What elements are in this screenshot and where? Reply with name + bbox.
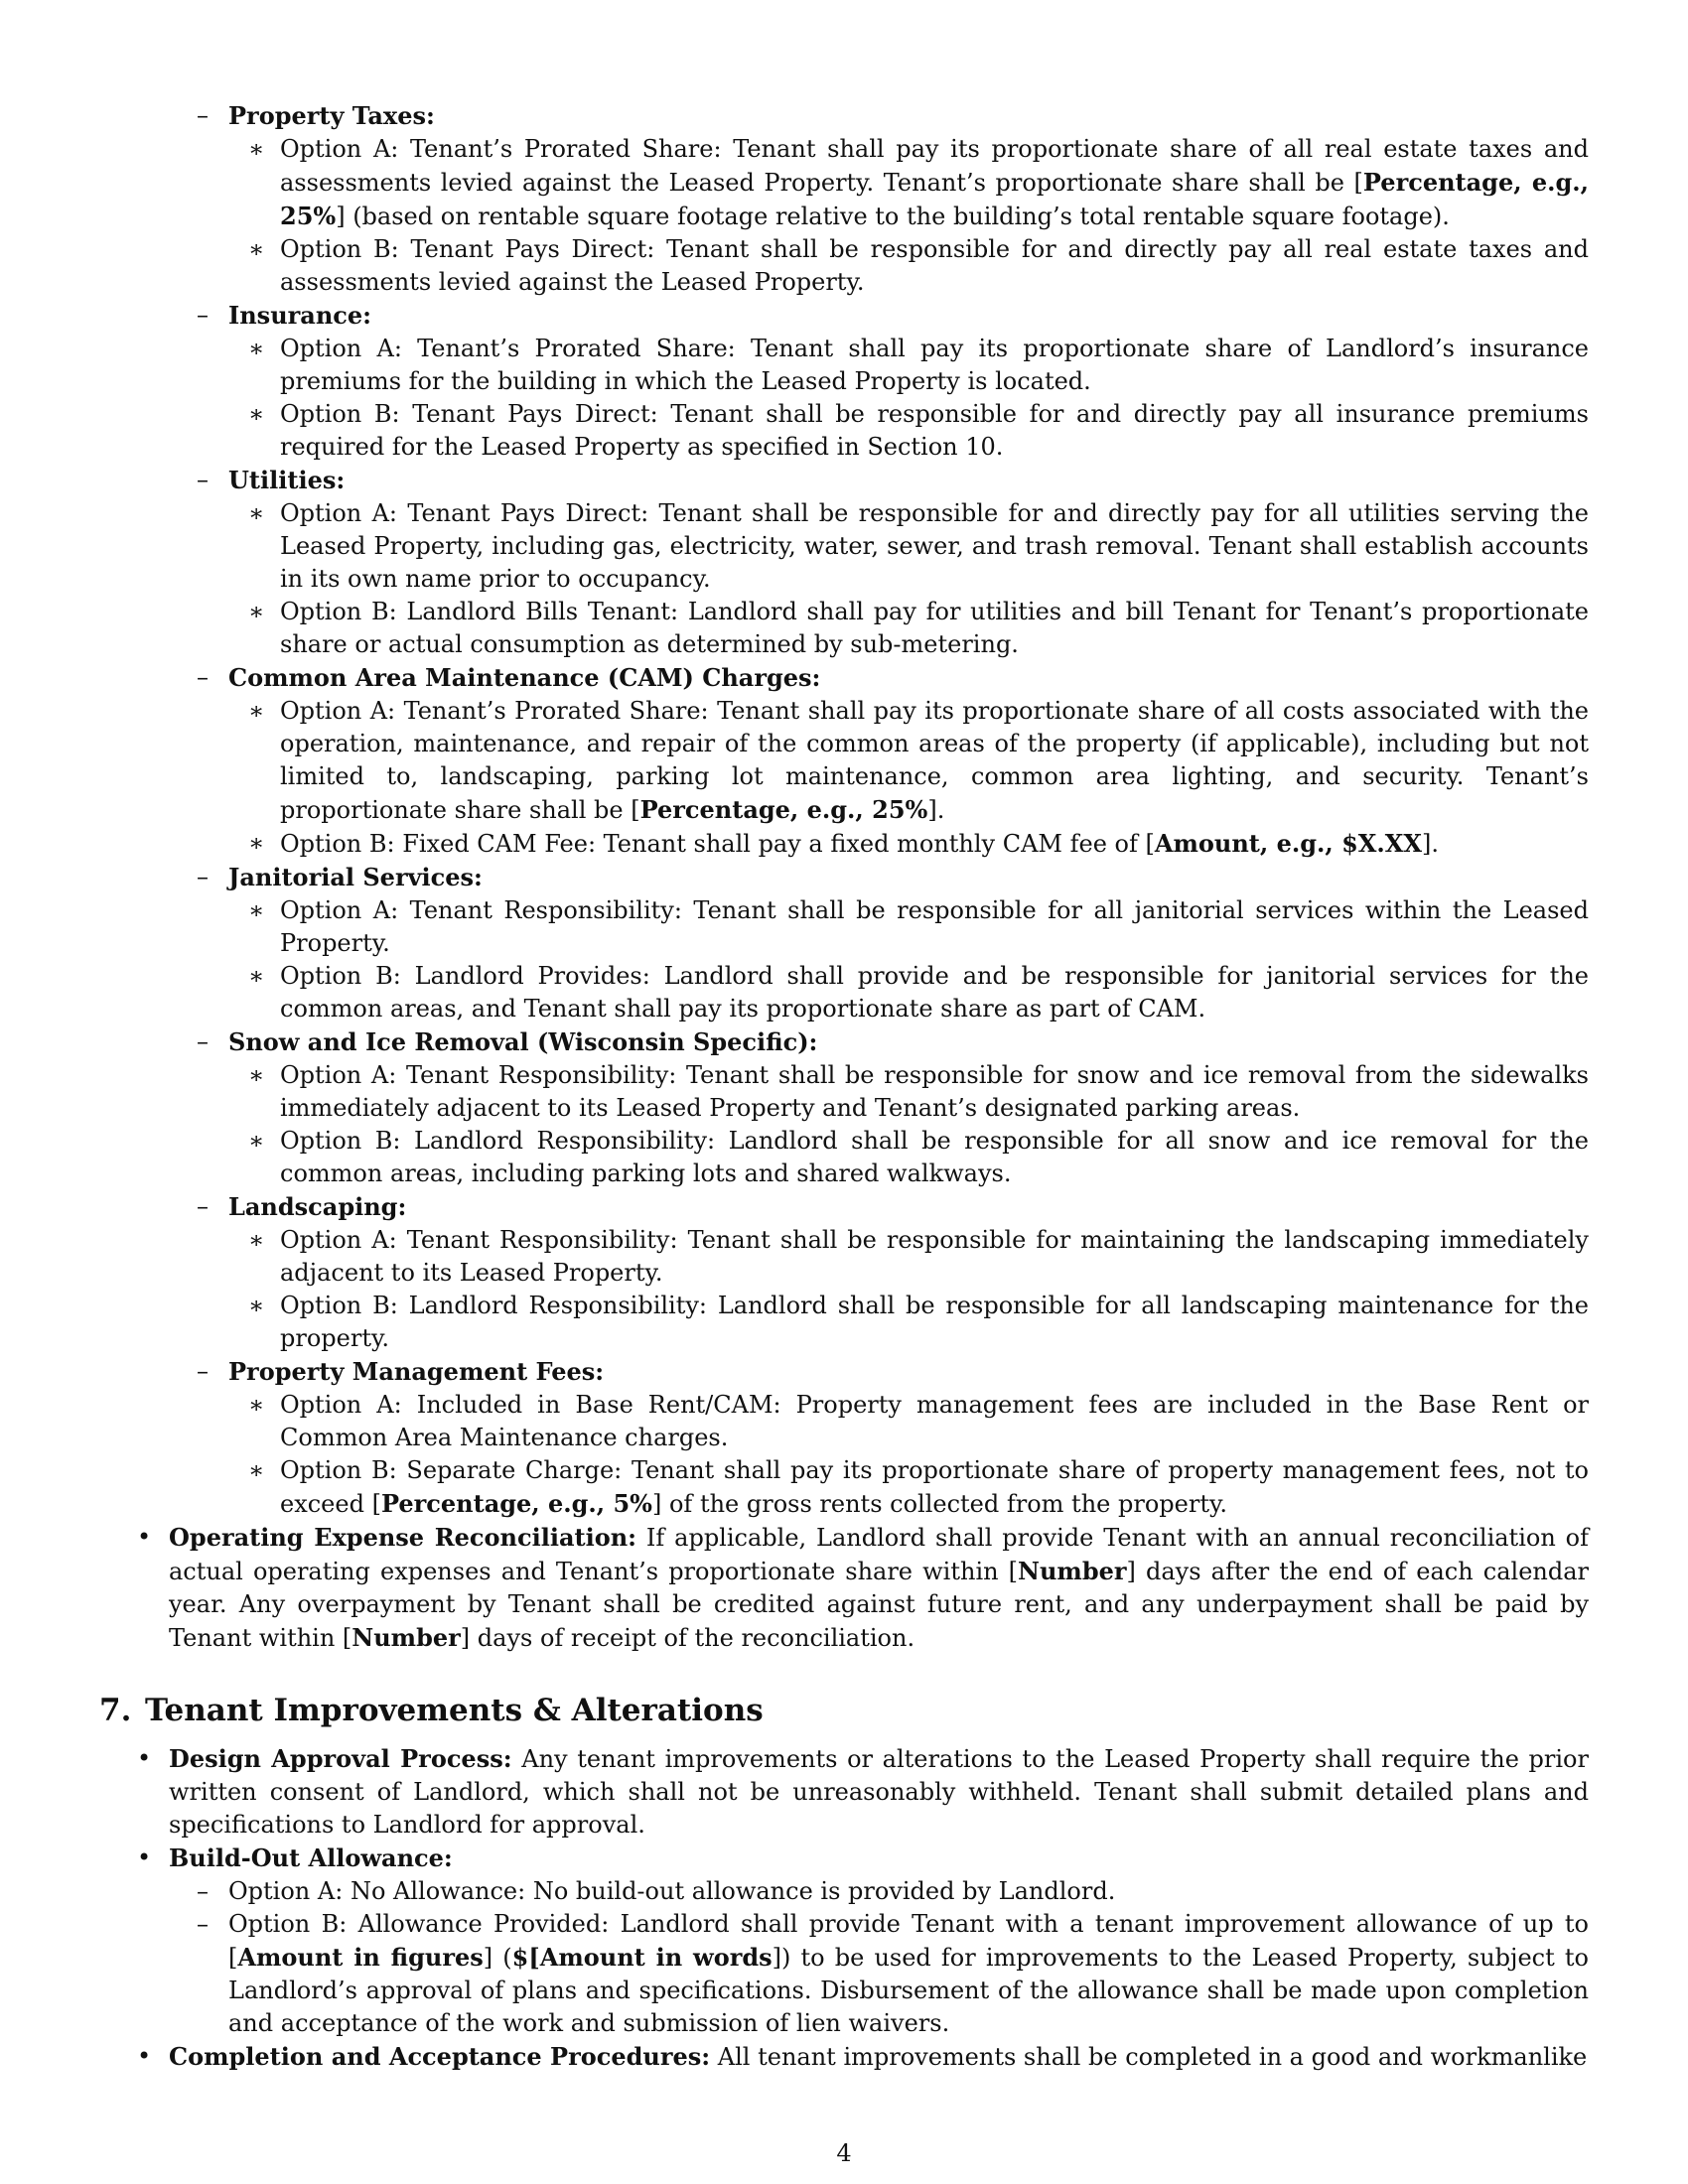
text-run: Option A: Tenant’s Prorated Share: Tenant shall pay its proportionate share of all real estate taxes and assessments levied against the Leased Property. Tenant’s proportionate share shall be [ — [280, 135, 1589, 197]
expense-category — [99, 1025, 1589, 1059]
dash-marker: – — [197, 663, 209, 691]
option-item — [99, 1389, 1589, 1454]
expense-category — [99, 299, 1589, 333]
option-item — [99, 960, 1589, 1025]
text-run: Option B: Landlord Bills Tenant: Landlord shall pay for utilities and bill Tenant for Tenant’s proportionate share or actual consumption as determined by sub-metering. — [280, 598, 1589, 658]
dash-marker: – — [197, 1877, 209, 1905]
category-heading: Insurance: — [228, 301, 372, 330]
star-marker: ∗ — [248, 896, 265, 924]
bold-text: Design Approval Process: — [169, 1744, 512, 1773]
star-marker: ∗ — [248, 1292, 265, 1319]
option-item — [99, 894, 1589, 960]
text-run: Option B: Landlord Responsibility: Landlord shall be responsible for all landscaping maintenance for the property. — [280, 1292, 1589, 1352]
bold-text: Completion and Acceptance Procedures: — [169, 2042, 711, 2071]
page-content — [99, 99, 1589, 2074]
expense-category — [99, 464, 1589, 497]
reconciliation-paragraph — [169, 1524, 1589, 1652]
bullet-marker: • — [137, 1744, 152, 1772]
text-run: ]. — [927, 796, 945, 824]
text-run: Option A: Tenant Responsibility: Tenant shall be responsible for maintaining the landscaping immediately adjacent to its Leased Property. — [280, 1226, 1589, 1287]
star-marker: ∗ — [248, 499, 265, 527]
star-marker: ∗ — [248, 598, 265, 625]
list-item — [99, 2040, 1589, 2074]
option-item — [99, 233, 1589, 299]
text-run: Option B: Separate Charge: Tenant shall pay its proportionate share of property management fees, not to exceed [ — [280, 1456, 1589, 1518]
option-item — [99, 1290, 1589, 1355]
option-item — [99, 1125, 1589, 1190]
star-marker: ∗ — [248, 1127, 265, 1155]
text-run: ] days of receipt of the reconciliation. — [460, 1624, 915, 1652]
category-heading: Utilities: — [228, 466, 346, 494]
text-run: Option B: Tenant Pays Direct: Tenant shall be responsible for and directly pay all real estate taxes and assessments levied against the Leased Property. — [280, 235, 1589, 296]
bullet-marker: • — [137, 1523, 152, 1551]
bold-text: Operating Expense Reconciliation: — [169, 1523, 637, 1552]
option-item — [99, 1224, 1589, 1290]
text-run: Option B: Landlord Responsibility: Landlord shall be responsible for all snow and ice removal for the common areas, including parking lots and shared walkways. — [280, 1127, 1589, 1187]
text-run: ] ( — [483, 1944, 512, 1972]
dash-marker: – — [197, 1192, 209, 1220]
category-heading: Snow and Ice Removal (Wisconsin Specific): — [228, 1027, 818, 1056]
sub-option-item — [99, 1908, 1589, 2040]
text-run: ]) to be used for improvements to the Leased Property, subject to Landlord’s approval of plans and specifications. Disbursement of the allowance shall be made upon completion and acceptance of the work and submission of lien waivers. — [228, 1944, 1590, 2037]
bold-text: Amount, e.g., $X.XX — [1154, 829, 1422, 858]
option-list — [99, 497, 1589, 661]
option-list — [99, 1059, 1589, 1190]
section-7-list — [99, 1742, 1589, 2074]
option-item — [99, 497, 1589, 596]
expense-category — [99, 1355, 1589, 1389]
category-heading: Janitorial Services: — [228, 863, 483, 891]
text-run: Option B: Allowance Provided: Landlord shall provide Tenant with a tenant improvement allowance of up to [ — [228, 1910, 1589, 1972]
text-run: Option A: Tenant Responsibility: Tenant shall be responsible for all janitorial services within the Leased Property. — [280, 896, 1589, 957]
option-item — [99, 133, 1589, 233]
sub-option-list — [99, 1875, 1589, 2040]
star-marker: ∗ — [248, 335, 265, 362]
list-item — [99, 1842, 1589, 1875]
text-run: Option A: Tenant Responsibility: Tenant shall be responsible for snow and ice removal from the sidewalks immediately adjacent to its Leased Property and Tenant’s designated parking areas. — [280, 1061, 1589, 1122]
option-list — [99, 894, 1589, 1025]
text-run: If applicable, Landlord shall provide Tenant with an annual reconciliation of actual operating expenses and Tenant’s proportionate share within [ — [169, 1524, 1589, 1585]
bold-text: Percentage, e.g., 25% — [280, 168, 1590, 230]
text-run: Option A: No Allowance: No build-out allowance is provided by Landlord. — [228, 1877, 1116, 1905]
text-run: ]. — [1421, 830, 1439, 858]
text-run: All tenant improvements shall be completed in a good and workmanlike — [710, 2043, 1588, 2071]
text-run: ] of the gross rents collected from the property. — [651, 1490, 1227, 1518]
option-item — [99, 827, 1589, 861]
operating-expense-categories — [99, 99, 1589, 1521]
text-run: Option A: Included in Base Rent/CAM: Property management fees are included in the Base Rent or Common Area Maintenance charges. — [280, 1391, 1589, 1451]
option-item — [99, 333, 1589, 398]
dash-marker: – — [197, 1910, 209, 1938]
list-item — [99, 1521, 1589, 1655]
option-item — [99, 596, 1589, 661]
option-list — [99, 1389, 1589, 1521]
star-marker: ∗ — [248, 235, 265, 263]
star-marker: ∗ — [248, 1391, 265, 1419]
option-list — [99, 695, 1589, 861]
dash-marker: – — [197, 1357, 209, 1385]
star-marker: ∗ — [248, 135, 265, 163]
text-run: Option B: Fixed CAM Fee: Tenant shall pay a fixed monthly CAM fee of [ — [280, 830, 1155, 858]
expense-category — [99, 861, 1589, 894]
sub-option-item — [99, 1875, 1589, 1908]
section-title: Tenant Improvements & Alterations — [145, 1693, 764, 1728]
dash-marker: – — [197, 466, 209, 493]
star-marker: ∗ — [248, 829, 265, 857]
star-marker: ∗ — [248, 697, 265, 725]
star-marker: ∗ — [248, 1061, 265, 1089]
section-heading — [99, 1691, 1589, 1730]
text-run: Option A: Tenant’s Prorated Share: Tenant shall pay its proportionate share of all costs associated with the operation, maintenance, and repair of the common areas of the property (if applicable), including but not limited to, landscaping, parking lot maintenance, common area lighting, and security. Tenant’s proportionate share shall be [ — [280, 697, 1589, 824]
text-run: Option B: Landlord Provides: Landlord shall provide and be responsible for janitorial services for the common areas, and Tenant shall pay its proportionate share as part of CAM. — [280, 962, 1589, 1023]
dash-marker: – — [197, 1027, 209, 1055]
expense-category — [99, 99, 1589, 133]
text-run: Option B: Tenant Pays Direct: Tenant shall be responsible for and directly pay all insurance premiums required for the Leased Property as specified in Section 10. — [280, 400, 1589, 461]
bold-text: $[Amount in words — [511, 1943, 773, 1972]
option-list — [99, 333, 1589, 464]
section-number: 7. — [99, 1693, 132, 1728]
star-marker: ∗ — [248, 400, 265, 428]
star-marker: ∗ — [248, 1456, 265, 1484]
expense-category — [99, 1190, 1589, 1224]
option-list — [99, 1224, 1589, 1355]
text-run: ] (based on rentable square footage relative to the building’s total rentable square footage). — [336, 203, 1450, 230]
text-run: ] days after the end of each calendar year. Any overpayment by Tenant shall be credited against future rent, and any underpayment shall be paid by Tenant within [ — [169, 1558, 1590, 1652]
bold-text: Percentage, e.g., 5% — [380, 1489, 652, 1518]
dash-marker: – — [197, 101, 209, 129]
list-item — [99, 1742, 1589, 1842]
category-heading: Landscaping: — [228, 1192, 407, 1221]
star-marker: ∗ — [248, 962, 265, 990]
bold-text: Percentage, e.g., 25% — [639, 795, 928, 824]
option-item — [99, 1059, 1589, 1125]
category-heading: Common Area Maintenance (CAM) Charges: — [228, 663, 821, 692]
text-run: Any tenant improvements or alterations to the Leased Property shall require the prior written consent of Landlord, which shall not be unreasonably withheld. Tenant shall submit detailed plans and specifications to Landlord for approval. — [169, 1745, 1589, 1839]
bold-text: Number — [1018, 1557, 1127, 1585]
dash-marker: – — [197, 301, 209, 329]
bullet-marker: • — [137, 1843, 152, 1871]
option-item — [99, 695, 1589, 827]
dash-marker: – — [197, 863, 209, 890]
bold-text: Number — [352, 1623, 461, 1652]
text-run: Option A: Tenant Pays Direct: Tenant shall be responsible for and directly pay for all utilities serving the Leased Property, including gas, electricity, water, sewer, and trash removal. Tenant shall establish accounts in its own name prior to occupancy. — [280, 499, 1589, 593]
bold-text: Amount in figures — [237, 1943, 484, 1972]
option-item — [99, 1454, 1589, 1521]
page-number: 4 — [836, 2139, 852, 2167]
reconciliation-list — [99, 1521, 1589, 1655]
option-item — [99, 398, 1589, 464]
category-heading: Property Management Fees: — [228, 1357, 605, 1386]
bullet-marker: • — [137, 2042, 152, 2070]
option-list — [99, 133, 1589, 299]
star-marker: ∗ — [248, 1226, 265, 1254]
expense-category — [99, 661, 1589, 695]
text-run: Option A: Tenant’s Prorated Share: Tenant shall pay its proportionate share of Landlord’s insurance premiums for the building in which the Leased Property is located. — [280, 335, 1589, 395]
bold-text: Build-Out Allowance: — [169, 1843, 453, 1872]
category-heading: Property Taxes: — [228, 101, 435, 130]
